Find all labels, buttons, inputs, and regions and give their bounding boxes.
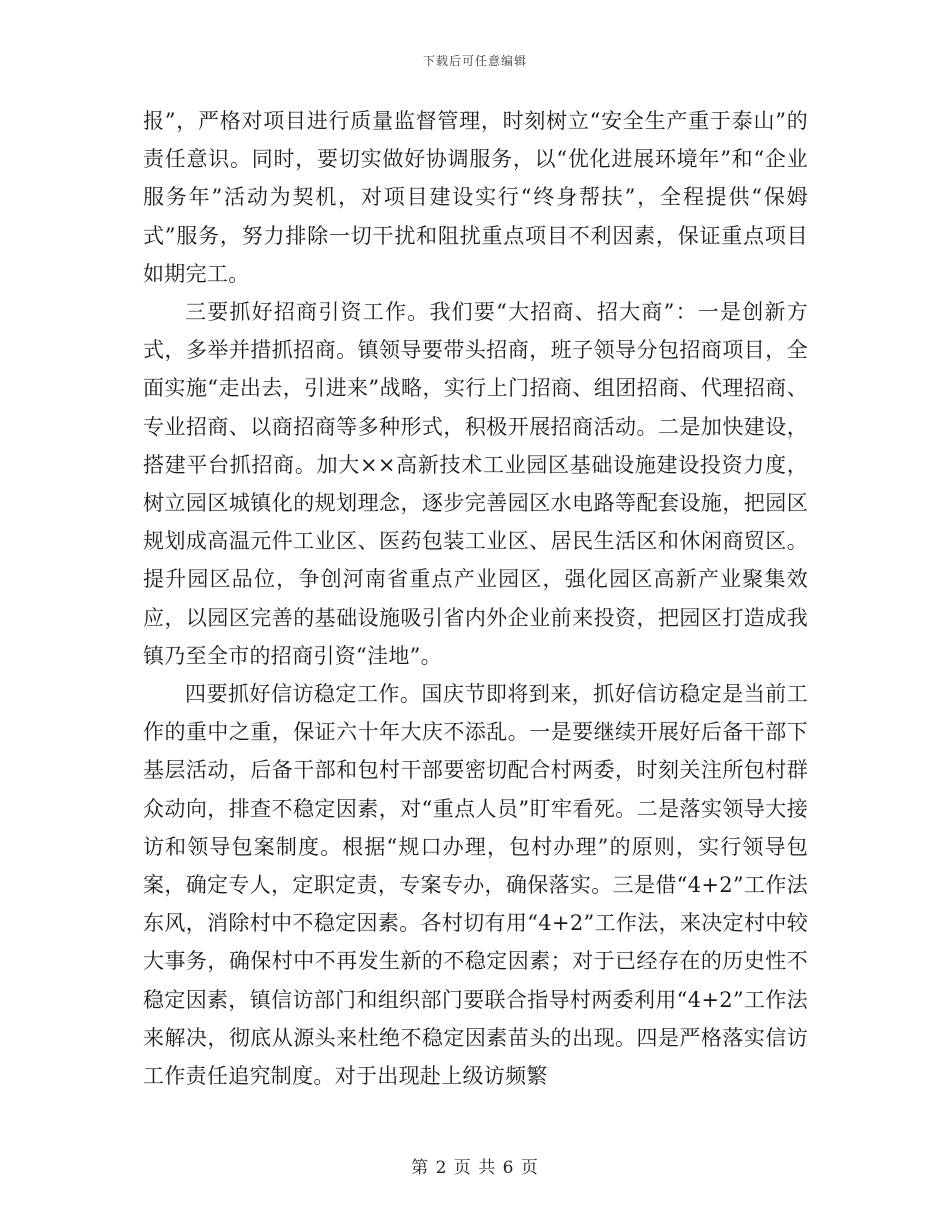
paragraph-1: 报”，严格对项目进行质量监督管理，时刻树立“安全生产重于泰山”的责任意识。同时，要切实做好协调服务，以“优化进展环境年”和“企业服务年”活动为契机，对项目建设实行“终身帮扶”，全程提供“保姆式”服务，努力排除一切干扰和阻扰重点项目不利因素，保证重点项目如期完工。 bbox=[143, 109, 808, 286]
header-note: 下载后可任意编辑 bbox=[422, 54, 527, 68]
paragraph-3: 四要抓好信访稳定工作。国庆节即将到来，抓好信访稳定是当前工作的重中之重，保证六十年大庆不添乱。一是要继续开展好后备干部下基层活动，后备干部和包村干部要密切配合村两委，时刻关注所包村群众动向，排查不稳定因素，对“重点人员”盯牢看死。二是落实领导大接访和领导包案制度。根据“规口办理，包村办理”的原则，实行领导包案，确定专人，定职定责，专案专办，确保落实。三是借“4+2”工作法东风，消除村中不稳定因素。各村切有用“4+2”工作法，来决定村中较大事务，确保村中不再发生新的不稳定因素；对于已经存在的历史性不稳定因素，镇信访部门和组织部门要联合指导村两委利用“4+2”工作法来解决，彻底从源头来杜绝不稳定因素苗头的出现。四是严格落实信访工作责任追究制度。对于出现赴上级访频繁 bbox=[143, 682, 808, 1089]
page-number: 第 2 页 共 6 页 bbox=[411, 1158, 539, 1178]
document-body bbox=[143, 102, 808, 1095]
paragraph-2: 三要抓好招商引资工作。我们要“大招商、招大商”：一是创新方式，多举并措抓招商。镇领导要带头招商，班子领导分包招商项目，全面实施“走出去，引进来”战略，实行上门招商、组团招商、代理招商、专业招商、以商招商等多种形式，积极开展招商活动。二是加快建设，搭建平台抓招商。加大××高新技术工业园区基础设施建设投资力度，树立园区城镇化的规划理念，逐步完善园区水电路等配套设施，把园区规划成高温元件工业区、医药包装工业区、居民生活区和休闲商贸区。提升园区品位，争创河南省重点产业园区，强化园区高新产业聚集效应，以园区完善的基础设施吸引省内外企业前来投资，把园区打造成我镇乃至全市的招商引资“洼地”。 bbox=[143, 300, 808, 668]
